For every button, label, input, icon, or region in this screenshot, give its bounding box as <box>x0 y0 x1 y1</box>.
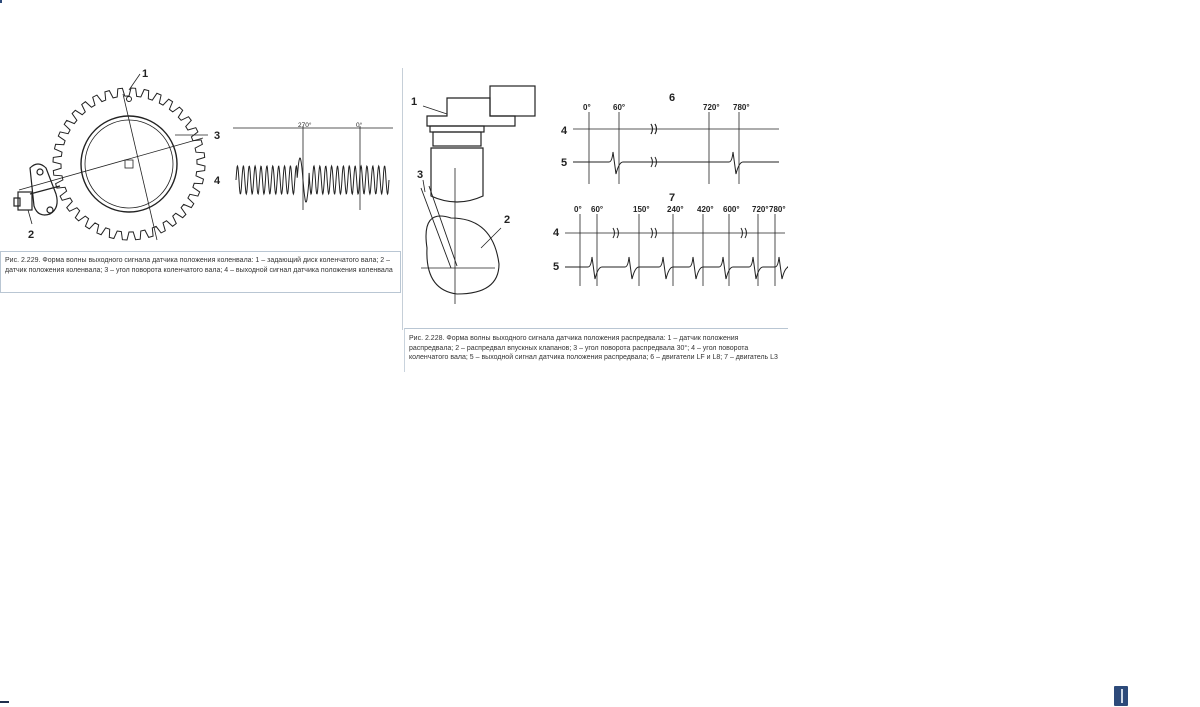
caption-box-229 <box>0 251 401 293</box>
degree-label: 240° <box>667 205 684 214</box>
degree-label: 60° <box>591 205 604 214</box>
figure-229-drawing <box>0 68 401 251</box>
caption-228: Рис. 2.228. Форма волны выходного сигнала датчика положения распредвала: 1 – датчик положения распредвала; 2 – распредвал впускных клапанов; 3 – угол поворота распредвала 30°; 4 – угол поворота коленчатого вала; 5 – выходной сигнал датчика положения распредвала; 6 – двигатели LF и L8; 7 – двигатель L3 <box>409 335 778 361</box>
figure-229 <box>0 68 401 251</box>
wheel-hole <box>127 97 132 102</box>
cam-label-2: 2 <box>504 214 511 226</box>
camshaft-lobe <box>421 168 499 304</box>
cam-signal-wave-7 <box>565 257 788 279</box>
label-4: 4 <box>214 175 221 187</box>
crank-signal-wave <box>236 158 389 202</box>
degree-label: 720° <box>703 103 720 112</box>
degree-270: 270° <box>298 122 312 129</box>
degree-label: 150° <box>633 205 650 214</box>
label-2: 2 <box>28 229 35 241</box>
figure-228 <box>403 68 788 328</box>
degree-0: 0° <box>356 122 363 129</box>
scroll-thumb[interactable] <box>1114 686 1128 706</box>
degree-label: 780° <box>769 205 786 214</box>
degree-label: 600° <box>723 205 740 214</box>
degree-label: 780° <box>733 103 750 112</box>
bottom-left-marker <box>0 701 9 703</box>
cam-label-3: 3 <box>417 169 424 181</box>
degree-label: 0° <box>583 103 591 112</box>
label-5-top: 5 <box>561 157 568 169</box>
reluctor-wheel <box>53 88 205 240</box>
label-7: 7 <box>669 192 676 204</box>
label-6: 6 <box>669 92 676 104</box>
wheel-inner-ring <box>81 116 177 212</box>
corner-marker <box>0 0 2 3</box>
label-4-bottom: 4 <box>553 227 560 239</box>
degree-marks-6 <box>583 103 750 184</box>
cam-signal-wave-6 <box>573 152 779 174</box>
break-marks-6 <box>651 124 657 167</box>
degree-label: 0° <box>574 205 582 214</box>
label-3: 3 <box>214 130 221 142</box>
degree-marks-7 <box>574 205 786 286</box>
cam-sensor <box>427 86 535 202</box>
label-1: 1 <box>142 68 149 80</box>
label-4-top: 4 <box>561 125 568 137</box>
degree-label: 60° <box>613 103 626 112</box>
degree-label: 720° <box>752 205 769 214</box>
caption-229: Рис. 2.229. Форма волны выходного сигнала датчика положения коленвала: 1 – задающий диск коленчатого вала; 2 – датчик положения коленвала; 3 – угол поворота коленчатого вала; 4 – выходной сигнал датчика положения коленвала <box>5 257 393 274</box>
cam-label-1: 1 <box>411 96 418 108</box>
figure-228-drawing <box>403 68 788 328</box>
degree-label: 420° <box>697 205 714 214</box>
label-5-bottom: 5 <box>553 261 560 273</box>
caption-box-228 <box>404 328 788 372</box>
